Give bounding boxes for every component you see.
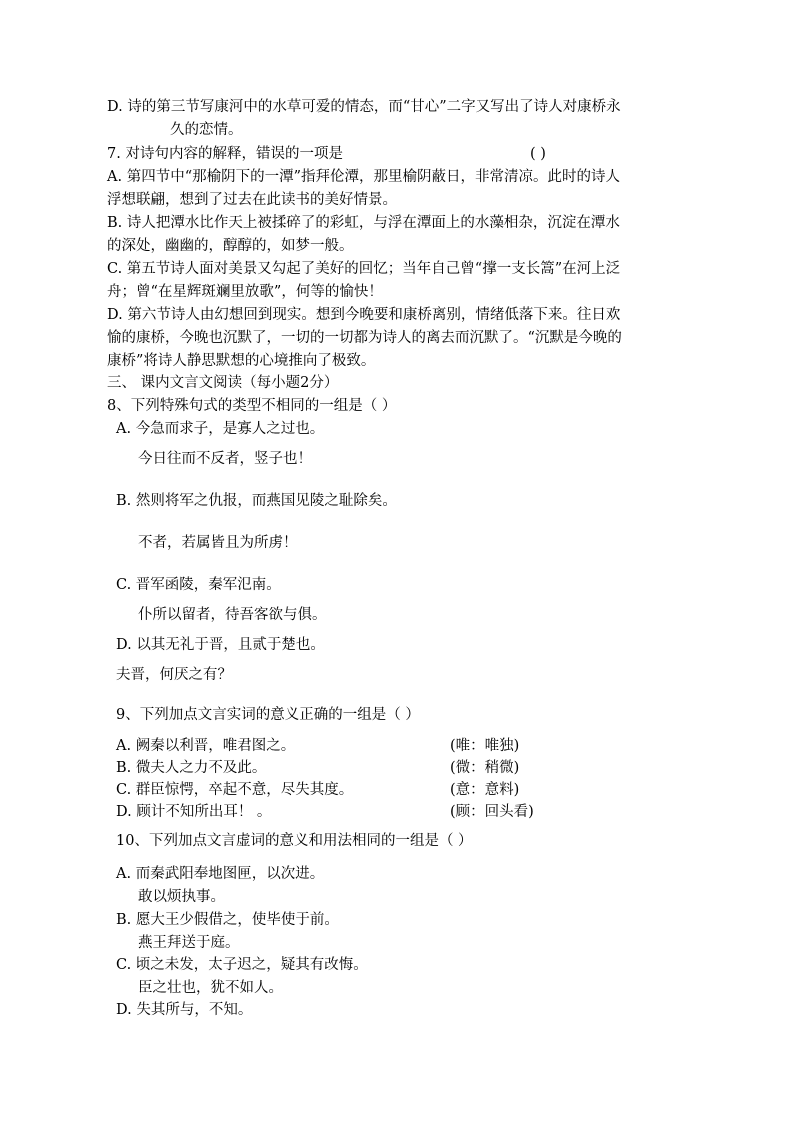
q9-option-c: C. 群臣惊愕，卒起不意，尽失其度。	[116, 782, 354, 798]
q7-option-c-line1: C. 第五节诗人面对美景又勾起了美好的回忆；当年自己曾“撑一支长篙”在河上泛	[107, 261, 621, 277]
q6-option-d-line2: 久的恋情。	[170, 122, 243, 138]
q8-stem: 8、下列特殊句式的类型不相同的一组是（ ）	[107, 398, 397, 414]
q6-option-d-line1: D. 诗的第三节写康河中的水草可爱的情态，而“甘心”二字又写出了诗人对康桥永	[107, 99, 621, 115]
q10-option-a-line2: 敢以烦执事。	[138, 889, 225, 905]
q7-option-c-line2: 舟；曾“在星辉斑斓里放歌”，何等的愉快！	[107, 284, 383, 300]
q8-option-b-line1: B. 然则将军之仇报，而燕国见陵之耻除矣。	[116, 493, 397, 509]
q10-option-a-line1: A. 而秦武阳奉地图匣，以次进。	[116, 866, 325, 882]
q7-option-d-line1: D. 第六节诗人由幻想回到现实。想到今晚要和康桥离别，情绪低落下来。往日欢	[107, 307, 621, 323]
q10-option-b-line1: B. 愿大王少假借之，使毕使于前。	[116, 912, 339, 928]
q7-option-a-line2: 浮想联翩，想到了过去在此读书的美好情景。	[107, 192, 397, 208]
q9-option-a-gloss: (唯：唯独)	[450, 738, 520, 754]
q8-option-d-line1: D. 以其无礼于晋，且贰于楚也。	[116, 637, 325, 653]
q10-option-c-line1: C. 顷之未发，太子迟之，疑其有改悔。	[116, 957, 368, 973]
q9-stem: 9、下列加点文言实词的意义正确的一组是（ ）	[116, 707, 420, 723]
q7-option-b-line1: B. 诗人把潭水比作天上被揉碎了的彩虹，与浮在潭面上的水藻相杂，沉淀在潭水	[107, 215, 620, 231]
q8-option-a-line1: A. 今急而求子，是寡人之过也。	[116, 421, 325, 437]
q7-option-b-line2: 的深处，幽幽的，醇醇的，如梦一般。	[107, 238, 354, 254]
q10-option-d-line1: D. 失其所与，不知。	[116, 1002, 253, 1018]
q9-option-d-gloss: (顾：回头看)	[450, 804, 534, 820]
q8-option-c-line1: C. 晋军函陵，秦军氾南。	[116, 577, 281, 593]
q8-option-b-line2: 不者，若属皆且为所虏！	[138, 535, 298, 551]
q8-option-d-line2: 夫晋，何厌之有？	[116, 667, 232, 683]
q9-option-c-gloss: (意：意料)	[450, 782, 520, 798]
q8-option-a-line2: 今日往而不反者，竖子也！	[138, 451, 312, 467]
q9-option-d: D. 顾计不知所出耳！ 。	[116, 804, 272, 820]
section-heading: 三、 课内文言文阅读（每小题2分）	[107, 375, 339, 391]
q10-option-c-line2: 臣之壮也，犹不如人。	[138, 980, 283, 996]
q9-option-a: A. 阙秦以利晋，唯君图之。	[116, 738, 296, 754]
q9-option-b: B. 微夫人之力不及此。	[116, 760, 267, 776]
q7-stem: 7. 对诗句内容的解释，错误的一项是	[107, 146, 343, 162]
q7-option-d-line3: 康桥”将诗人静思默想的心境推向了极致。	[107, 353, 376, 369]
q7-option-d-line2: 愉的康桥，今晚也沉默了，一切的一切都为诗人的离去而沉默了。“沉默是今晚的	[107, 330, 622, 346]
q10-option-b-line2: 燕王拜送于庭。	[138, 935, 240, 951]
q10-stem: 10、下列加点文言虚词的意义和用法相同的一组是（ ）	[116, 833, 473, 849]
q9-option-b-gloss: (微：稍微)	[450, 760, 520, 776]
q7-answer-parentheses: ( )	[530, 146, 546, 162]
q8-option-c-line2: 仆所以留者，待吾客欲与俱。	[138, 607, 327, 623]
q7-option-a-line1: A. 第四节中“那榆阴下的一潭”指拜伦潭，那里榆阴蔽日，非常清凉。此时的诗人	[107, 169, 621, 185]
